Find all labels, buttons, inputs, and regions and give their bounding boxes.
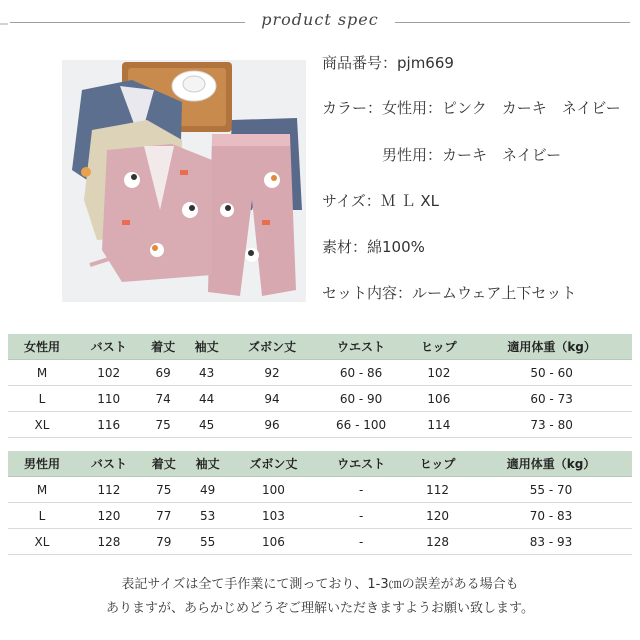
table-header-row [8,451,632,477]
header-accent [0,23,8,25]
table-cell: 55 [186,529,230,555]
table-row [8,412,632,438]
table-header-label: 男性用 [8,451,76,477]
section-header [0,8,640,38]
table-header-weight: 適用体重（kg） [470,451,632,477]
table-cell: 50 - 60 [471,360,632,386]
table-row [8,477,632,503]
table-header-waist: ウエスト [316,334,407,360]
size-table-women [8,334,632,438]
table-cell: 102 [407,360,472,386]
table-cell: 128 [405,529,470,555]
table-cell: 112 [405,477,470,503]
table-header-length: 着丈 [142,451,186,477]
table-header-sleeve: 袖丈 [185,334,229,360]
table-cell: XL [8,412,76,438]
table-header-label: 女性用 [8,334,76,360]
table-cell: 53 [186,503,230,529]
table-cell: 112 [76,477,142,503]
table-cell: 120 [405,503,470,529]
table-cell: 49 [186,477,230,503]
note-line-1: 表記サイズは全て手作業にて測っており、1-3㎝の誤差がある場合も [121,577,519,592]
product-photo [62,60,306,302]
table-cell: 77 [142,503,186,529]
table-cell: 73 - 80 [471,412,632,438]
spec-set-contents: セット内容：ルームウェア上下セット [322,284,577,302]
table-cell: M [8,477,76,503]
table-cell: 102 [76,360,141,386]
table-cell: 114 [407,412,472,438]
table-cell: 120 [76,503,142,529]
table-cell: 70 - 83 [470,503,632,529]
table-header-hip: ヒップ [407,334,472,360]
table-header-pants-length: ズボン丈 [230,451,318,477]
section-title: product spec [261,10,379,29]
table-cell: 69 [141,360,185,386]
table-cell: 83 - 93 [470,529,632,555]
table-cell: 75 [142,477,186,503]
table-cell: 94 [228,386,315,412]
table-row [8,360,632,386]
table-cell: 60 - 73 [471,386,632,412]
table-cell: 60 - 90 [316,386,407,412]
spec-color-women: カラー：女性用：ピンク カーキ ネイビー [322,99,621,117]
pajama-illustration [62,60,306,302]
table-row [8,529,632,555]
table-cell: L [8,386,76,412]
table-cell: M [8,360,76,386]
table-cell: 60 - 86 [316,360,407,386]
table-cell: XL [8,529,76,555]
table-header-hip: ヒップ [405,451,470,477]
table-cell: 55 - 70 [470,477,632,503]
table-cell: 45 [185,412,229,438]
table-header-pants-length: ズボン丈 [228,334,315,360]
note-line-2: ありますが、あらかじめどうぞご理解いただきますようお願い致します。 [106,601,534,616]
measurement-note [0,573,640,621]
table-header-length: 着丈 [141,334,185,360]
table-cell: 106 [407,386,472,412]
table-cell: L [8,503,76,529]
table-header-waist: ウエスト [317,451,405,477]
table-header-weight: 適用体重（kg） [471,334,632,360]
table-header-row [8,334,632,360]
spec-color-men: 男性用：カーキ ネイビー [382,146,562,164]
table-cell: 106 [230,529,318,555]
table-cell: 74 [141,386,185,412]
table-header-sleeve: 袖丈 [186,451,230,477]
table-cell: - [317,529,405,555]
table-cell: 79 [142,529,186,555]
table-header-bust: バスト [76,334,141,360]
table-cell: 66 - 100 [316,412,407,438]
table-cell: - [317,503,405,529]
table-cell: 92 [228,360,315,386]
table-row [8,503,632,529]
table-cell: 100 [230,477,318,503]
table-cell: 103 [230,503,318,529]
spec-product-number: 商品番号：pjm669 [322,54,454,72]
table-cell: 116 [76,412,141,438]
table-cell: 96 [228,412,315,438]
size-table-men [8,451,632,555]
table-cell: 75 [141,412,185,438]
spec-sizes: サイズ：Ｍ Ｌ XL [322,192,439,210]
table-cell: 43 [185,360,229,386]
header-divider-right [395,22,630,23]
table-cell: 110 [76,386,141,412]
spec-material: 素材：綿100% [322,238,425,256]
table-cell: - [317,477,405,503]
table-header-bust: バスト [76,451,142,477]
table-row [8,386,632,412]
table-cell: 44 [185,386,229,412]
header-divider-left [10,22,245,23]
table-cell: 128 [76,529,142,555]
